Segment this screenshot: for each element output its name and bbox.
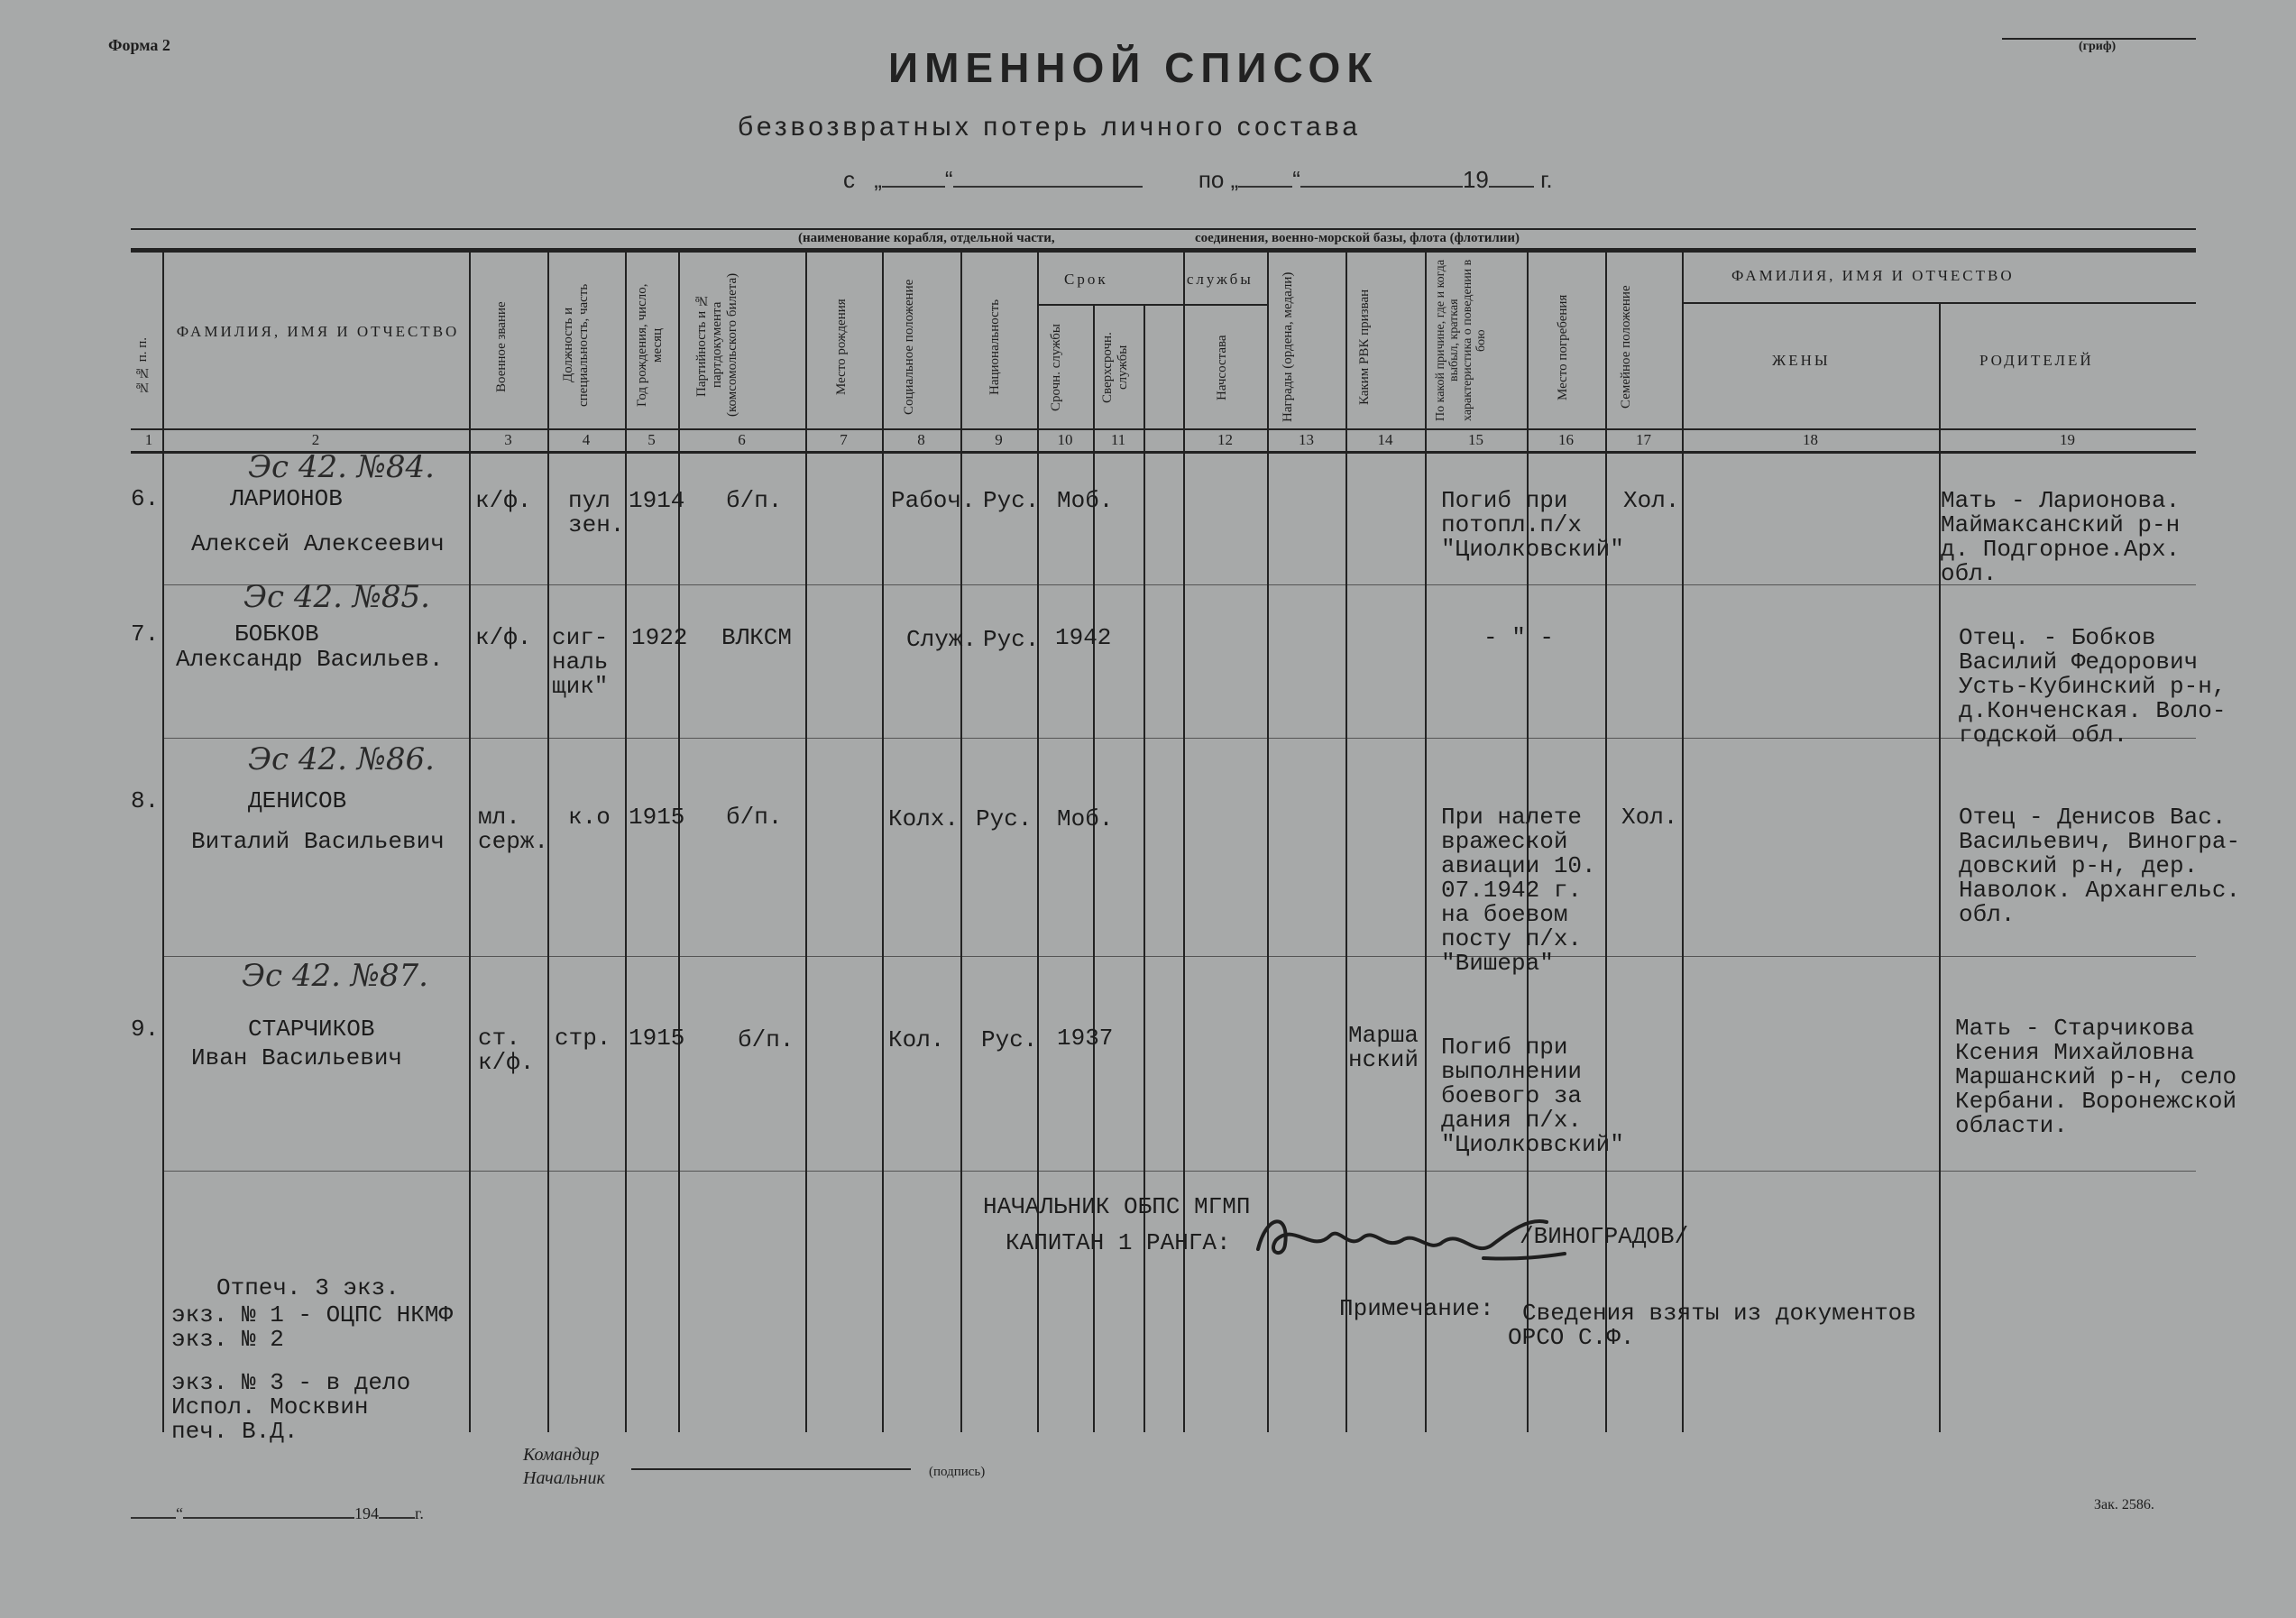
party: б/п.: [726, 487, 783, 514]
service-term: Моб.: [1057, 805, 1114, 832]
col-line: [678, 251, 680, 1432]
col-number: 4: [582, 431, 591, 448]
social: Служ.: [906, 626, 978, 653]
header-relatives: ФАМИЛИЯ, ИМЯ И ОТЧЕСТВО: [1731, 267, 2015, 284]
period-from: с: [843, 166, 855, 193]
colnum-bottom-rule: [131, 451, 2196, 454]
header-parents: РОДИТЕЛЕЙ: [1979, 352, 2094, 369]
cause: При налете вражеской авиации 10. 07.1942 г. на боевом посту п/х. "Вишера": [1441, 804, 1596, 977]
parents: Мать - Старчикова Ксения Михайловна Маршанский р-н, село Кербани. Воронежской области.: [1955, 1015, 2237, 1139]
parents: Отец. - Бобков Василий Федорович Усть-Кубинский р-н, д.Конченская. Воло- годской обл.: [1959, 624, 2227, 749]
rank: мл. серж.: [478, 804, 549, 855]
service-term: 1942: [1055, 624, 1112, 651]
given-names: Иван Васильевич: [191, 1044, 403, 1071]
row-number: 7.: [131, 621, 160, 648]
signatory-rank: КАПИТАН 1 РАНГА:: [1006, 1229, 1231, 1256]
party: б/п.: [738, 1026, 794, 1053]
col-number: 13: [1299, 431, 1314, 448]
col-line: [805, 251, 807, 1432]
row-number: 9.: [131, 1016, 160, 1043]
social: Колх.: [888, 805, 960, 832]
header-family-status: Семейное положение: [1619, 285, 1633, 409]
col-number: 16: [1558, 431, 1574, 448]
col-number: 1: [144, 431, 153, 448]
remark-line1: Сведения взяты из документов: [1522, 1300, 1916, 1327]
col-line: [1143, 304, 1145, 1432]
col-line: [1682, 251, 1684, 1432]
surname: ДЕНИСОВ: [248, 787, 347, 814]
header-awards: Награды (ордена, медали): [1281, 271, 1295, 423]
signatory-title: НАЧАЛЬНИК ОБПС МГМП: [983, 1193, 1251, 1220]
nationality: Рус.: [976, 805, 1033, 832]
nationality: Рус.: [983, 626, 1040, 653]
family-status: Хол.: [1623, 487, 1680, 514]
col-number: 5: [647, 431, 656, 448]
period-to: по: [1198, 166, 1225, 193]
cause: - " -: [1483, 624, 1555, 651]
distribution-line: экз. № 3 - в дело: [171, 1369, 411, 1396]
birth-year: 1922: [631, 624, 688, 651]
social: Рабоч.: [891, 487, 976, 514]
birth-year: 1914: [629, 487, 685, 514]
header-party: Партийность и № партдокумента (комсомольского билета): [694, 272, 739, 418]
distribution-line: Отпеч. 3 экз.: [216, 1274, 400, 1301]
col-line: [882, 251, 884, 1432]
header-position: Должность и специальность, часть: [561, 283, 591, 407]
footer-date: “ 194 г.: [131, 1501, 424, 1523]
col-line: [469, 251, 471, 1432]
period-year: 19: [1462, 166, 1489, 193]
period-year-suffix: г.: [1540, 166, 1553, 193]
archive-note: Эс 42. №86.: [248, 741, 435, 777]
rank: к/ф.: [475, 487, 532, 514]
col-line: [1093, 304, 1095, 1432]
cause: Погиб при потопл.п/х "Циолковский": [1441, 487, 1624, 563]
remark-line2: ОРСО С.Ф.: [1508, 1324, 1635, 1351]
surname: СТАРЧИКОВ: [248, 1016, 375, 1043]
archive-note: Эс 42. №85.: [243, 579, 430, 615]
party: ВЛКСМ: [721, 624, 793, 651]
col-line: [162, 251, 164, 1432]
col-number: 18: [1803, 431, 1818, 448]
period-line: с „ “ по „ “ 19 г.: [843, 162, 1553, 194]
service-term: 1937: [1057, 1025, 1114, 1052]
unit-line: [131, 228, 2196, 230]
service-term: Моб.: [1057, 487, 1114, 514]
surname: БОБКОВ: [234, 621, 319, 648]
col-number: 9: [995, 431, 1003, 448]
table-top-rule: [131, 248, 2196, 253]
col-line: [625, 251, 627, 1432]
order-number: Зак. 2586.: [2094, 1497, 2154, 1512]
col-number: 2: [311, 431, 320, 448]
nationality: Рус.: [983, 487, 1040, 514]
header-birthplace: Место рождения: [834, 299, 849, 396]
col-line: [960, 251, 962, 1432]
unit-caption-right: соединения, военно-морской базы, флота (флотилии): [1195, 231, 1520, 245]
col-number: 14: [1377, 431, 1393, 448]
col-number: 10: [1057, 431, 1073, 448]
header-srochn: Срочн. службы: [1049, 324, 1063, 412]
row-separator: [162, 738, 2196, 739]
nationality: Рус.: [981, 1026, 1038, 1053]
form-label: Форма 2: [108, 36, 170, 54]
col-number: 8: [917, 431, 925, 448]
grif-label: (гриф): [2079, 40, 2117, 53]
col-number: 19: [2060, 431, 2075, 448]
birth-year: 1915: [629, 1025, 685, 1052]
header-bottom-rule: [131, 428, 2196, 430]
given-names: Александр Васильев.: [176, 646, 444, 673]
col-number: 3: [504, 431, 512, 448]
row-number: 6.: [131, 485, 160, 512]
distribution-line: экз. № 2: [171, 1326, 284, 1353]
parents: Мать - Ларионова. Маймаксанский р-н д. Подгорное.Арх. обл.: [1941, 487, 2181, 587]
header-social: Социальное положение: [902, 279, 916, 416]
signature-line: [631, 1468, 911, 1470]
header-sverhsroch: Сверхсрочн. службы: [1100, 332, 1130, 403]
col-number: 12: [1217, 431, 1233, 448]
row-separator: [162, 1171, 2196, 1172]
commander-label: Командир: [523, 1445, 600, 1465]
header-birth-year: Год рождения, число, месяц: [635, 283, 665, 407]
row-separator: [162, 584, 2196, 585]
position: пул зен.: [568, 487, 625, 538]
social: Кол.: [888, 1026, 945, 1053]
col-number: 17: [1636, 431, 1651, 448]
header-rvk: Каким РВК призван: [1357, 289, 1372, 406]
header-num: №№ п. п.: [135, 336, 150, 394]
signatory-name: /ВИНОГРАДОВ/: [1520, 1223, 1689, 1250]
surname: ЛАРИОНОВ: [230, 485, 343, 512]
col-line: [1939, 302, 1941, 1432]
row-number: 8.: [131, 787, 160, 814]
archive-note: Эс 42. №84.: [248, 449, 435, 485]
unit-caption-left: (наименование корабля, отдельной части,: [798, 231, 1055, 245]
archive-note: Эс 42. №87.: [242, 958, 428, 994]
family-status: Хол.: [1621, 804, 1678, 831]
rank: к/ф.: [475, 624, 532, 651]
header-nationality: Национальность: [987, 299, 1002, 396]
birth-year: 1915: [629, 804, 685, 831]
col-number: 7: [840, 431, 848, 448]
rvk: Марша нский: [1348, 1022, 1419, 1073]
header-wife: ЖЕНЫ: [1772, 352, 1831, 369]
header-service-term: Срок службы: [1064, 271, 1254, 288]
page-subtitle: безвозвратных потерь личного состава: [738, 112, 1362, 142]
position: стр.: [555, 1025, 611, 1052]
header-rank: Военное звание: [494, 301, 509, 393]
page-title: ИМЕННОЙ СПИСОК: [888, 44, 1379, 91]
col-line: [1605, 251, 1607, 1432]
remark-label: Примечание:: [1339, 1295, 1494, 1322]
service-sub-rule: [1037, 304, 1267, 306]
row-separator: [162, 956, 2196, 957]
distribution-line: экз. № 1 - ОЦПС НКМФ: [171, 1301, 454, 1328]
header-nachsostav: Начсостава: [1215, 335, 1229, 400]
given-names: Алексей Алексеевич: [191, 530, 445, 557]
col-number: 6: [738, 431, 746, 448]
given-names: Виталий Васильевич: [191, 828, 445, 855]
header-burial: Место погребения: [1556, 294, 1570, 400]
sign-caption: (подпись): [929, 1465, 986, 1479]
header-cause: По какой причине, где и когда выбыл, краткая характеристика о поведении в бою: [1434, 259, 1488, 422]
col-number: 15: [1468, 431, 1483, 448]
chief-label: Начальник: [523, 1468, 605, 1488]
position: к.о: [568, 804, 611, 831]
cause: Погиб при выполнении боевого за дания п/х. "Циолковский": [1441, 1034, 1624, 1158]
party: б/п.: [726, 804, 783, 831]
col-number: 11: [1110, 431, 1126, 448]
parents: Отец - Денисов Вас. Васильевич, Виногра- довский р-н, дер. Наволок. Архангельс. обл.: [1959, 804, 2241, 928]
distribution-line: печ. В.Д.: [171, 1418, 298, 1445]
footer-year: 194: [354, 1504, 379, 1522]
distribution-line: Испол. Москвин: [171, 1393, 369, 1420]
header-fio: ФАМИЛИЯ, ИМЯ И ОТЧЕСТВО: [176, 323, 460, 340]
rank: ст. к/ф.: [478, 1025, 535, 1076]
footer-year-suffix: г.: [415, 1504, 424, 1522]
position: сиг- наль щик": [552, 624, 609, 700]
